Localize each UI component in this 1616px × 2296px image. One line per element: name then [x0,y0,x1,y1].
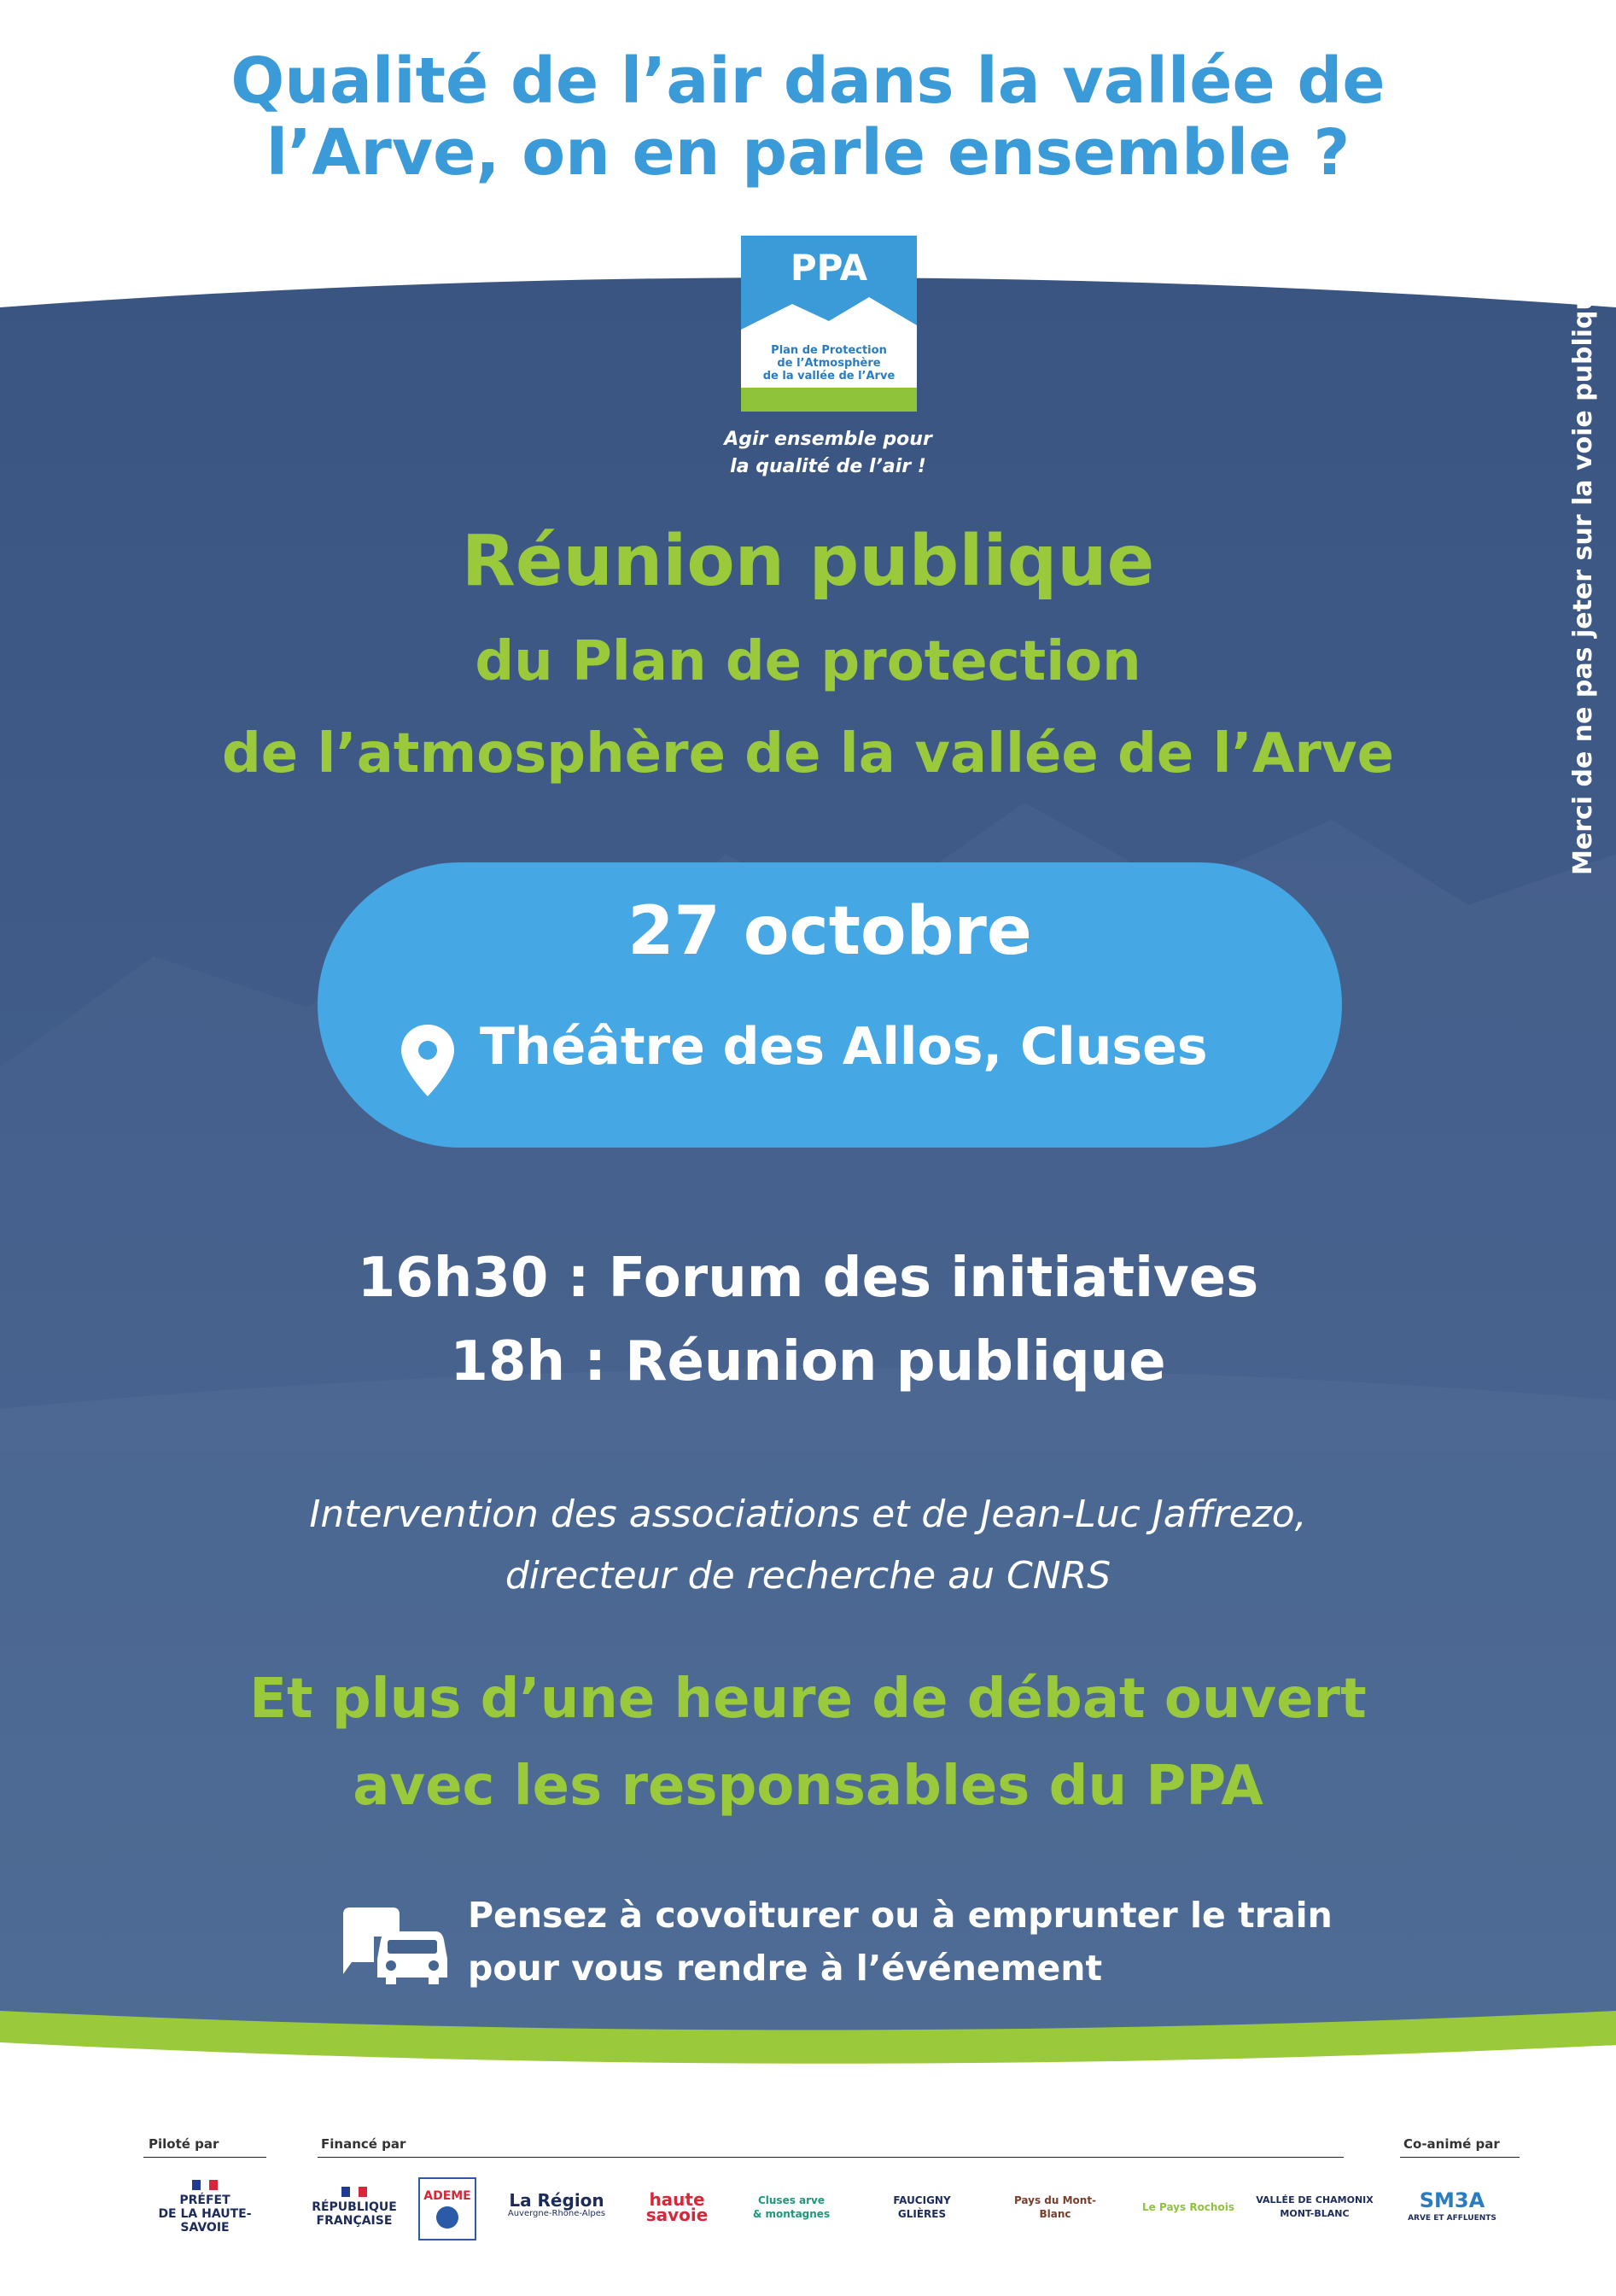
poster-title-line2: l’Arve, on en parle ensemble ? [265,116,1351,190]
transport-line2: pour vous rendre à l’événement [468,1948,1103,1989]
ppa-logo-name-line1: Plan de Protection [771,344,887,357]
event-subheading-line1: du Plan de protection [475,630,1141,693]
co-animated-by-label: Co-animé par [1403,2136,1500,2152]
speakers-line2: directeur de recherche au CNRS [505,1554,1111,1598]
partner-logo-chamonix: VALLÉE DE CHAMONIX MONT-BLANC [1256,2194,1374,2219]
partner-logo-pays-mont-blanc: Pays du Mont-Blanc [1013,2194,1097,2220]
financed-by-label: Financé par [321,2136,406,2152]
ppa-logo-name-line3: de la vallée de l’Arve [762,370,896,383]
debate-line1: Et plus d’une heure de débat ouvert [249,1668,1367,1731]
partner-logo-region: La Région Auvergne-Rhône-Alpes [507,2190,606,2218]
ppa-logo [741,236,917,412]
location-pin-icon [401,1025,454,1096]
partner-logo-sm3a: SM3A ARVE ET AFFLUENTS [1408,2188,1496,2223]
schedule-item-forum: 16h30 : Forum des initiatives [357,1247,1259,1310]
debate-line2: avec les responsables du PPA [353,1755,1263,1818]
ppa-logo-name-line2: de l’Atmosphère [777,357,881,370]
side-note: Merci de ne pas jeter sur la voie publique [1568,274,1598,875]
piloted-by-label: Piloté par [149,2136,219,2152]
co-animated-rule [1400,2157,1520,2158]
event-date: 27 octobre [627,893,1032,970]
partner-logo-republique: RÉPUBLIQUE FRANÇAISE [307,2177,401,2237]
transport-line1: Pensez à covoiturer ou à emprunter le train [468,1895,1333,1936]
partner-logo-pays-rochois: Le Pays Rochois [1142,2201,1234,2213]
poster-title-line1: Qualité de l’air dans la vallée de [230,44,1386,118]
partner-logo-prefet: PRÉFET DE LA HAUTE-SAVOIE [137,2177,273,2237]
piloted-rule [143,2157,266,2158]
event-heading: Réunion publique [461,521,1155,602]
schedule-item-meeting: 18h : Réunion publique [450,1330,1166,1393]
speakers-line1: Intervention des associations et de Jean-Luc Jaffrezo, [309,1493,1307,1536]
partner-logo-cluses: Cluses arve & montagnes [752,2194,831,2220]
ppa-tagline-line2: la qualité de l’air ! [730,456,926,477]
partner-logo-faucigny-glieres: FAUCIGNY GLIÈRES [893,2194,951,2220]
financed-rule [318,2157,1344,2158]
carpool-icon [340,1902,447,1984]
partner-logo-haute-savoie: haute savoie [645,2189,709,2225]
event-subheading-line2: de l’atmosphère de la vallée de l’Arve [221,722,1395,786]
partner-logo-ademe: ADEME [418,2177,476,2240]
ppa-logo-acronym: PPA [790,247,868,289]
event-location: Théâtre des Allos, Cluses [480,1017,1208,1077]
ppa-tagline-line1: Agir ensemble pour [724,429,932,450]
